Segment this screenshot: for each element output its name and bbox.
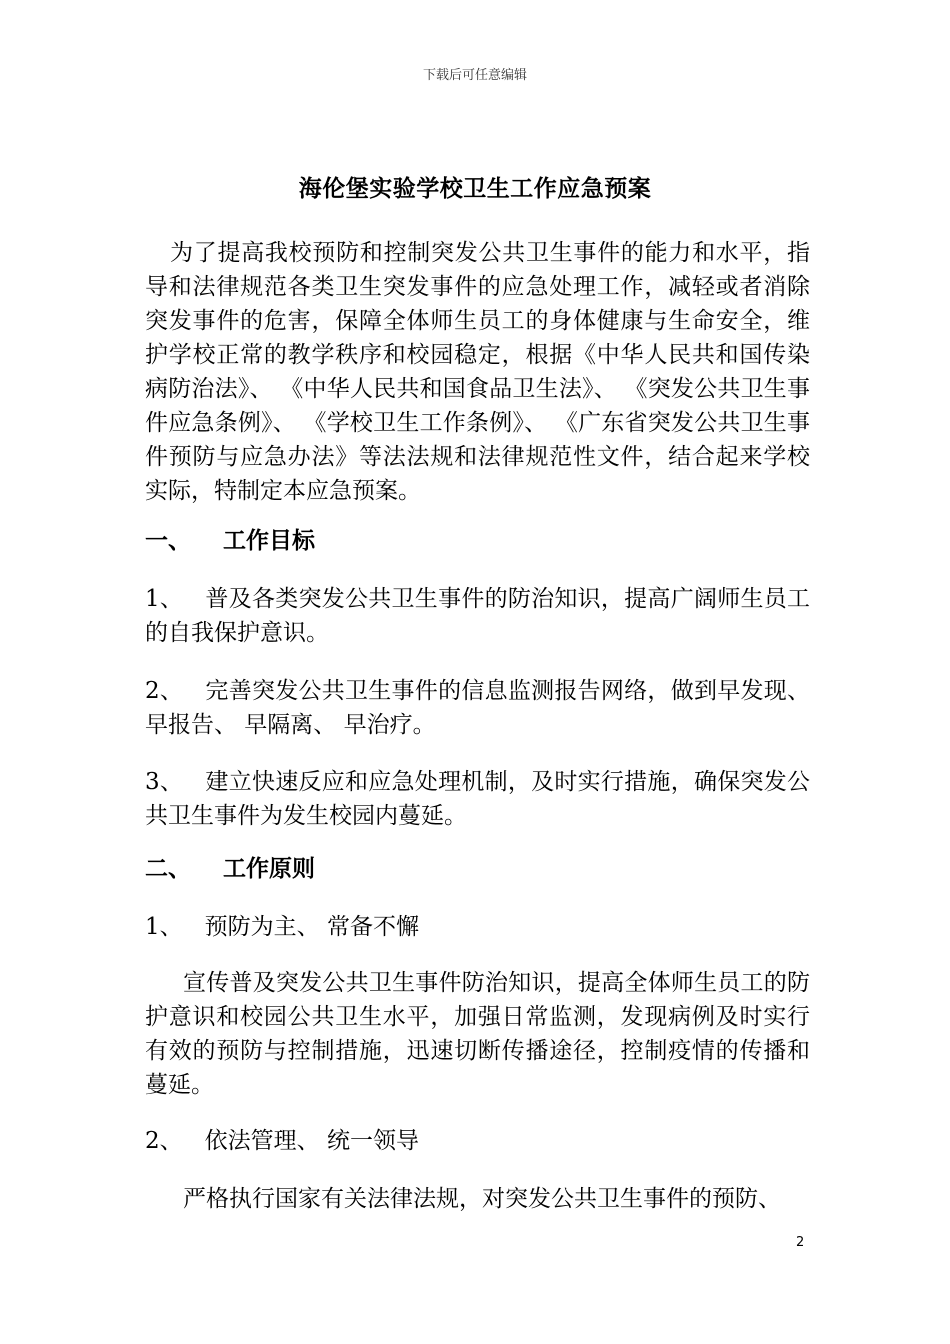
principle-2-heading <box>145 1124 810 1158</box>
principle-1-body: 宣传普及突发公共卫生事件防治知识，提高全体师生员工的防护意识和校园公共卫生水平，加强日常监测，发现病例及时实行有效的预防与控制措施，迅速切断传播途径，控制疫情的传播和蔓延。 <box>145 970 810 1098</box>
section-2-number: 二、 <box>145 856 191 882</box>
goal-item-1 <box>145 582 810 650</box>
intro-paragraph: 为了提高我校预防和控制突发公共卫生事件的能力和水平，指导和法律规范各类卫生突发事件的应急处理工作，减轻或者消除突发事件的危害，保障全体师生员工的身体健康与生命安全，维护学校正常的教学秩序和校园稳定，根据《中华人民共和国传染病防治法》、 《中华人民共和国食品卫生法》、 《突发公共卫生事件应急条例》、 《学校卫生工作条例》、 《广东省突发公共卫生事件预防与应急办法》等法法规和法律规范性文件，结合起来学校实际，特制定本应急预案。 <box>145 240 810 504</box>
goal-item-3-number: 3、 <box>145 769 184 795</box>
section-1-title: 工作目标 <box>223 528 315 554</box>
principle-1-title: 预防为主、 常备不懈 <box>204 914 419 940</box>
goal-item-2 <box>145 674 810 742</box>
section-1-heading <box>145 524 315 558</box>
page-number: 2 <box>796 1235 805 1250</box>
goal-item-3 <box>145 765 810 833</box>
principle-2-title: 依法管理、 统一领导 <box>204 1128 419 1154</box>
goal-item-2-text: 完善突发公共卫生事件的信息监测报告网络，做到早发现、早报告、 早隔离、 早治疗。 <box>145 678 811 738</box>
principle-2-number: 2、 <box>145 1128 183 1154</box>
principle-2-body: 严格执行国家有关法律法规，对突发公共卫生事件的预防、 <box>183 1186 781 1212</box>
goal-item-2-number: 2、 <box>145 678 184 704</box>
page-header-note: 下载后可任意编辑 <box>422 68 527 83</box>
goal-item-1-text: 普及各类突发公共卫生事件的防治知识，提高广阔师生员工的自我保护意识。 <box>145 586 811 646</box>
section-2-title: 工作原则 <box>223 856 315 882</box>
goal-item-1-number: 1、 <box>145 586 184 612</box>
section-2-heading <box>145 852 315 886</box>
principle-1-number: 1、 <box>145 914 183 940</box>
document-title: 海伦堡实验学校卫生工作应急预案 <box>298 176 652 202</box>
goal-item-3-text: 建立快速反应和应急处理机制，及时实行措施，确保突发公共卫生事件为发生校园内蔓延。 <box>145 769 811 829</box>
section-1-number: 一、 <box>145 528 191 554</box>
principle-1-heading <box>145 910 810 944</box>
